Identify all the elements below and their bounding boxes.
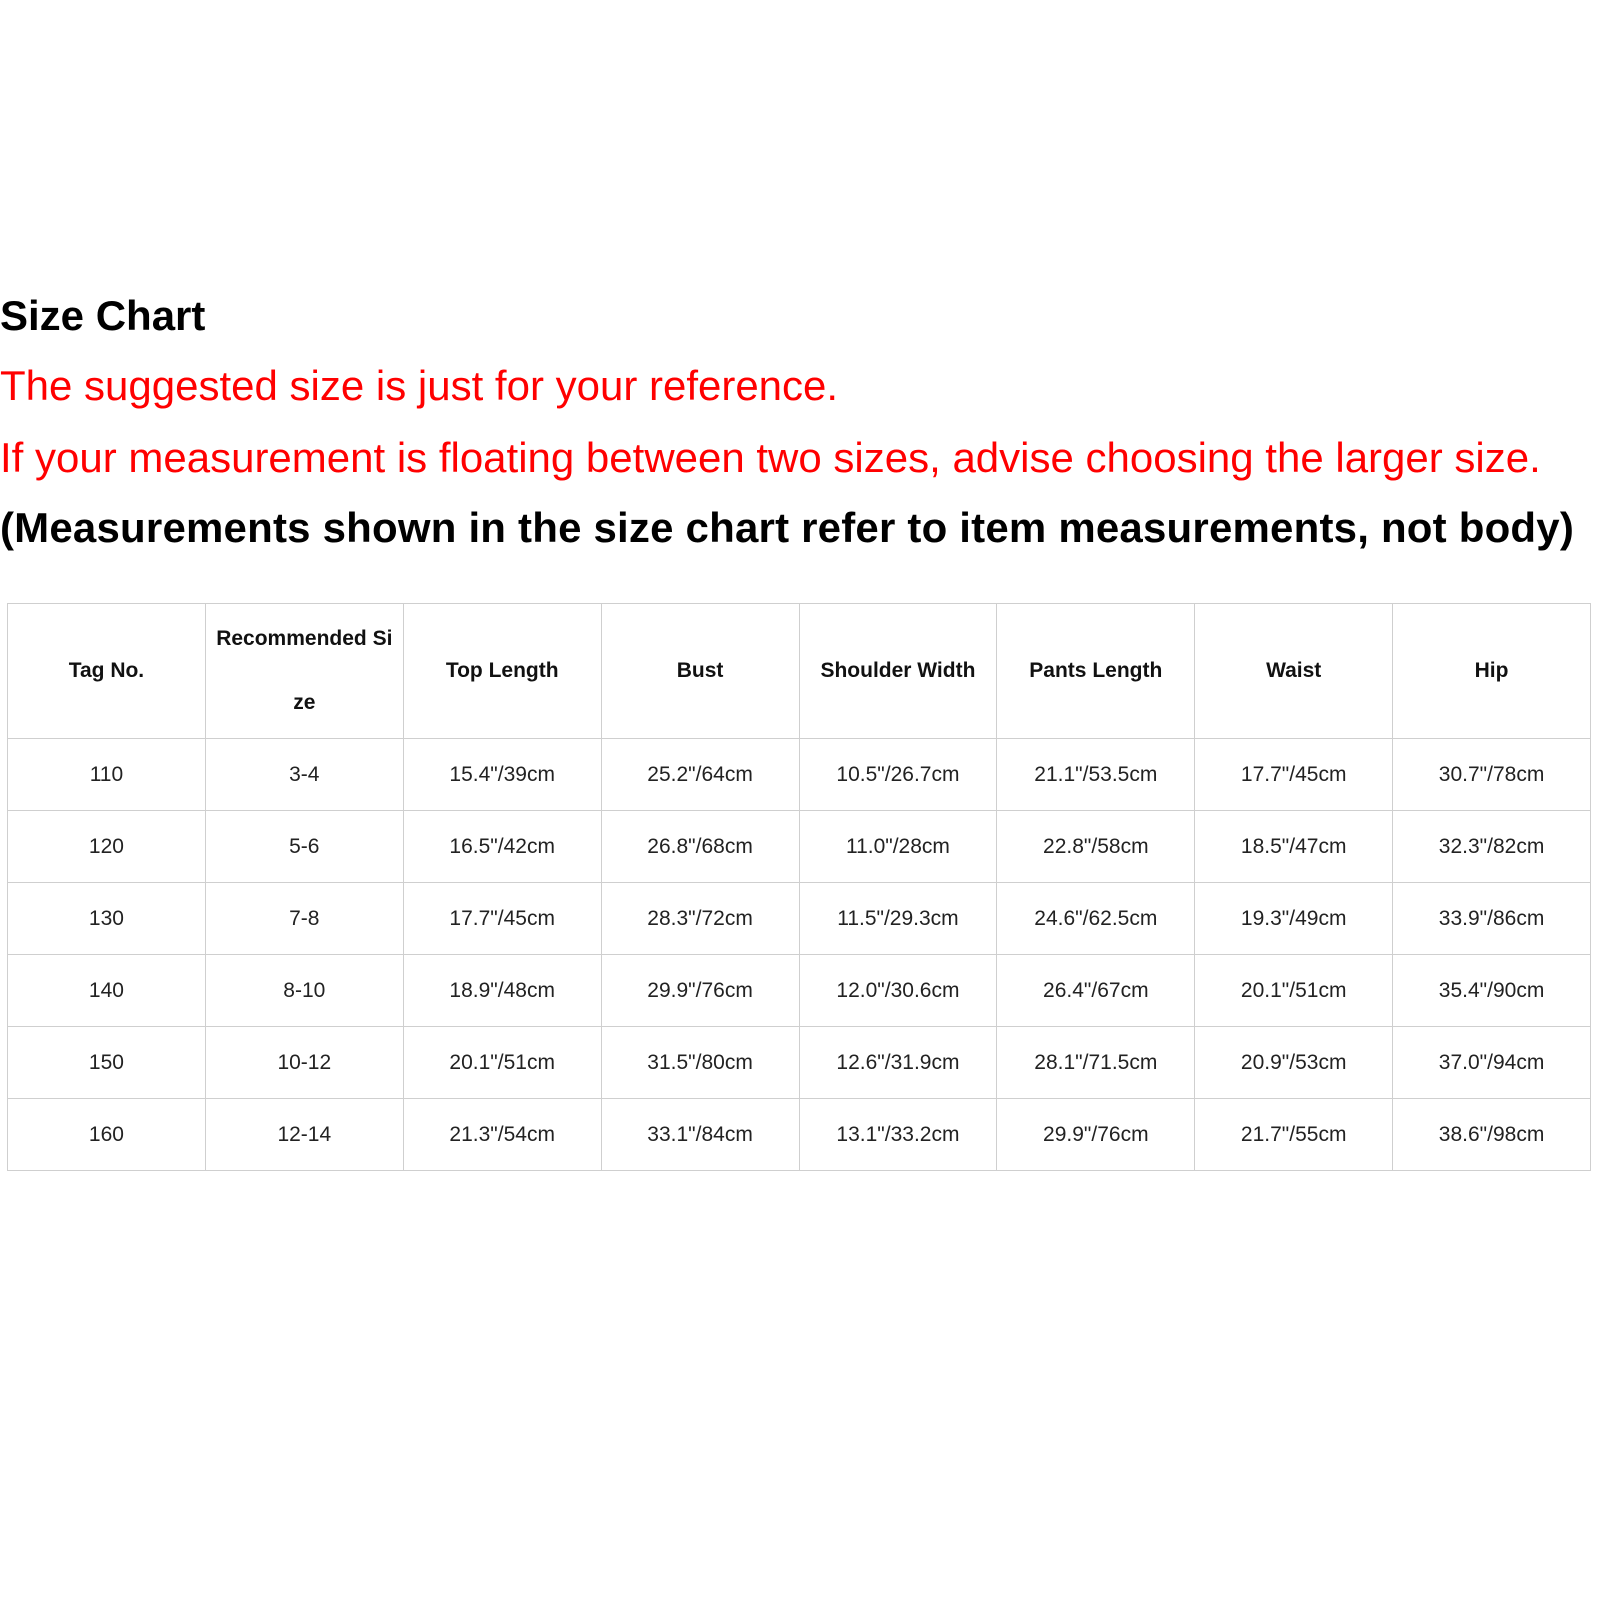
size-table [7, 603, 1591, 1171]
table-cell-recommended-size: 8-10 [205, 955, 403, 1027]
header-recommended-size-label: Recommended Size [216, 627, 393, 714]
header-tag-no: Tag No. [8, 604, 206, 739]
header-recommended-size [205, 604, 403, 739]
table-cell-top-length: 16.5"/42cm [403, 811, 601, 883]
table-row [8, 883, 1591, 955]
table-cell-top-length: 17.7"/45cm [403, 883, 601, 955]
table-row [8, 811, 1591, 883]
table-cell-pants-length: 26.4"/67cm [997, 955, 1195, 1027]
table-cell-pants-length: 22.8"/58cm [997, 811, 1195, 883]
table-cell-bust: 28.3"/72cm [601, 883, 799, 955]
table-cell-tag-no: 130 [8, 883, 206, 955]
table-cell-hip: 35.4"/90cm [1393, 955, 1591, 1027]
table-header-row [8, 604, 1591, 739]
table-cell-hip: 33.9"/86cm [1393, 883, 1591, 955]
table-cell-shoulder-width: 12.6"/31.9cm [799, 1027, 997, 1099]
page-title: Size Chart [0, 292, 206, 339]
table-cell-top-length: 21.3"/54cm [403, 1099, 601, 1171]
measurement-disclaimer: (Measurements shown in the size chart refer to item measurements, not body) [0, 504, 1575, 551]
table-row [8, 739, 1591, 811]
table-cell-shoulder-width: 10.5"/26.7cm [799, 739, 997, 811]
table-cell-top-length: 15.4"/39cm [403, 739, 601, 811]
table-cell-tag-no: 120 [8, 811, 206, 883]
header-bust: Bust [601, 604, 799, 739]
table-cell-bust: 25.2"/64cm [601, 739, 799, 811]
table-cell-tag-no: 160 [8, 1099, 206, 1171]
table-cell-recommended-size: 7-8 [205, 883, 403, 955]
table-cell-shoulder-width: 11.5"/29.3cm [799, 883, 997, 955]
table-cell-top-length: 20.1"/51cm [403, 1027, 601, 1099]
larger-size-advice: If your measurement is floating between two sizes, advise choosing the larger size. [0, 434, 1541, 481]
table-cell-pants-length: 29.9"/76cm [997, 1099, 1195, 1171]
table-cell-pants-length: 21.1"/53.5cm [997, 739, 1195, 811]
table-cell-hip: 37.0"/94cm [1393, 1027, 1591, 1099]
header-shoulder-width: Shoulder Width [799, 604, 997, 739]
table-cell-bust: 31.5"/80cm [601, 1027, 799, 1099]
header-hip: Hip [1393, 604, 1591, 739]
table-cell-waist: 20.9"/53cm [1195, 1027, 1393, 1099]
table-cell-pants-length: 24.6"/62.5cm [997, 883, 1195, 955]
table-cell-tag-no: 110 [8, 739, 206, 811]
table-cell-hip: 32.3"/82cm [1393, 811, 1591, 883]
table-row [8, 955, 1591, 1027]
table-cell-hip: 38.6"/98cm [1393, 1099, 1591, 1171]
table-cell-waist: 17.7"/45cm [1195, 739, 1393, 811]
table-cell-recommended-size: 12-14 [205, 1099, 403, 1171]
table-row [8, 1027, 1591, 1099]
table-cell-waist: 21.7"/55cm [1195, 1099, 1393, 1171]
table-cell-waist: 18.5"/47cm [1195, 811, 1393, 883]
reference-note: The suggested size is just for your reference. [0, 362, 839, 409]
table-cell-tag-no: 140 [8, 955, 206, 1027]
size-chart-header [0, 292, 1600, 552]
table-cell-recommended-size: 3-4 [205, 739, 403, 811]
table-cell-shoulder-width: 11.0"/28cm [799, 811, 997, 883]
header-waist: Waist [1195, 604, 1393, 739]
table-row [8, 1099, 1591, 1171]
header-top-length: Top Length [403, 604, 601, 739]
table-cell-waist: 19.3"/49cm [1195, 883, 1393, 955]
table-cell-bust: 29.9"/76cm [601, 955, 799, 1027]
table-cell-tag-no: 150 [8, 1027, 206, 1099]
table-cell-pants-length: 28.1"/71.5cm [997, 1027, 1195, 1099]
table-cell-shoulder-width: 12.0"/30.6cm [799, 955, 997, 1027]
table-cell-bust: 33.1"/84cm [601, 1099, 799, 1171]
table-cell-shoulder-width: 13.1"/33.2cm [799, 1099, 997, 1171]
table-cell-bust: 26.8"/68cm [601, 811, 799, 883]
table-cell-top-length: 18.9"/48cm [403, 955, 601, 1027]
table-cell-recommended-size: 10-12 [205, 1027, 403, 1099]
table-cell-recommended-size: 5-6 [205, 811, 403, 883]
table-cell-waist: 20.1"/51cm [1195, 955, 1393, 1027]
table-cell-hip: 30.7"/78cm [1393, 739, 1591, 811]
header-pants-length: Pants Length [997, 604, 1195, 739]
